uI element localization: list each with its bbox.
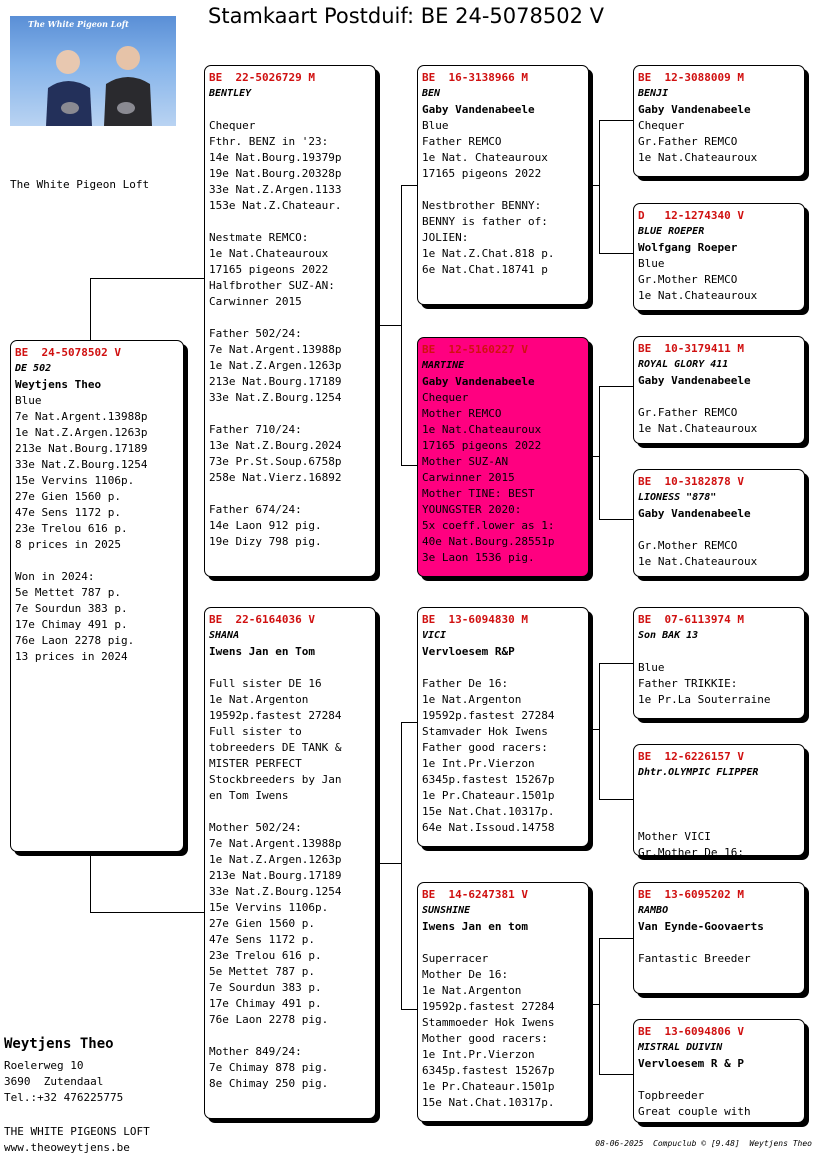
ring-number: BE 22-6164036 V — [209, 613, 315, 626]
connector — [599, 386, 600, 519]
card-line: 17165 pigeons 2022 — [209, 263, 329, 276]
card-line — [209, 486, 371, 502]
pigeon-card-fff[interactable] — [633, 65, 805, 177]
ring-number: BE 12-6226157 V — [638, 750, 744, 763]
pigeon-card-fmm[interactable] — [633, 469, 805, 577]
card-line: Fthr. BENZ in '23: — [209, 135, 329, 148]
connector — [376, 325, 401, 326]
breeder-name — [638, 644, 800, 660]
photo-caption: The White Pigeon Loft — [28, 19, 129, 29]
connector — [90, 912, 204, 913]
card-line: Mother VICI — [638, 830, 711, 843]
card-line — [209, 310, 371, 326]
card-line: 1e Nat.Chateauroux — [422, 423, 542, 436]
card-line: 15e Vervins 1106p. — [209, 901, 329, 914]
card-line: 27e Gien 1560 p. — [209, 917, 315, 930]
card-line — [209, 660, 371, 676]
connector — [376, 863, 401, 864]
card-line: 47e Sens 1172 p. — [15, 506, 121, 519]
card-line: 1e Nat.Argenton — [422, 693, 522, 706]
card-line: tobreeders DE TANK & — [209, 741, 342, 754]
card-line: Topbreeder — [638, 1089, 705, 1102]
card-line: 47e Sens 1172 p. — [209, 933, 315, 946]
pigeon-card-mother-father[interactable] — [417, 607, 589, 847]
breeder-name: Van Eynde-Goovaerts — [638, 920, 764, 933]
card-line — [638, 522, 800, 538]
card-line: Full sister DE 16 — [209, 677, 322, 690]
card-line: BENNY is father of: — [422, 215, 548, 228]
card-line: Blue — [15, 394, 42, 407]
ring-number: BE 14-6247381 V — [422, 888, 528, 901]
card-line: Nestbrother BENNY: — [422, 199, 542, 212]
card-line — [209, 1028, 371, 1044]
card-line: 1e Nat.Chateauroux — [638, 555, 758, 568]
breeder-name: Gaby Vandenabeele — [422, 375, 535, 388]
card-line: 64e Nat.Issoud.14758 — [422, 821, 555, 834]
card-line: 8 prices in 2025 — [15, 538, 121, 551]
pigeon-name: ROYAL GLORY 411 — [638, 359, 729, 370]
card-line: 1e Nat.Z.Argen.1263p — [15, 426, 148, 439]
card-line: MISTER PERFECT — [209, 757, 302, 770]
card-line: 1e Pr.La Souterraine — [638, 693, 771, 706]
pigeon-name: BLUE ROEPER — [638, 226, 705, 237]
card-line: en Tom Iwens — [209, 789, 289, 802]
card-line: Father 674/24: — [209, 503, 302, 516]
card-line: 19592p.fastest 27284 — [422, 709, 555, 722]
pigeon-name: MARTINE — [422, 360, 465, 371]
card-line: 5e Mettet 787 p. — [15, 586, 121, 599]
card-line: 7e Nat.Argent.13988p — [209, 343, 342, 356]
card-line: Blue — [638, 661, 665, 674]
card-line: 1e Nat.Chateauroux — [638, 289, 758, 302]
ring-number: BE 12-5160227 V — [422, 343, 528, 356]
card-line — [638, 797, 800, 813]
card-line: 1e Nat.Chateauroux — [209, 247, 329, 260]
card-line: 13e Nat.Z.Bourg.2024 — [209, 439, 342, 452]
card-line: 1e Int.Pr.Vierzon — [422, 757, 535, 770]
pigeon-name: LIONESS "878" — [638, 492, 717, 503]
connector — [401, 722, 402, 1009]
breeder-name: Gaby Vandenabeele — [638, 507, 751, 520]
card-line: Won in 2024: — [15, 570, 95, 583]
connector — [589, 1004, 599, 1005]
card-line: Fantastic Breeder — [638, 952, 751, 965]
card-line: 5e Mettet 787 p. — [209, 965, 315, 978]
card-line: Father REMCO — [422, 135, 502, 148]
card-line: Mother REMCO — [422, 407, 502, 420]
connector — [599, 799, 633, 800]
breeder-name: Weytjens Theo — [15, 378, 102, 391]
connector — [401, 185, 417, 186]
card-line: 17e Chimay 491 p. — [15, 618, 128, 631]
ring-number: BE 24-5078502 V — [15, 346, 121, 359]
breeder-name: Gaby Vandenabeele — [638, 103, 751, 116]
pigeon-name: BENTLEY — [209, 88, 252, 99]
ring-number: BE 10-3182878 V — [638, 475, 744, 488]
card-line: Superracer — [422, 952, 489, 965]
connector — [589, 185, 599, 186]
connector — [90, 278, 91, 340]
pigeon-name: DE 502 — [15, 363, 52, 374]
card-line: 19e Nat.Bourg.20328p — [209, 167, 342, 180]
footer-loft-name: THE WHITE PIGEONS LOFT — [4, 1125, 150, 1138]
card-line: 7e Chimay 878 pig. — [209, 1061, 329, 1074]
card-line: Father De 16: — [422, 677, 509, 690]
connector — [90, 278, 204, 279]
card-line: Halfbrother SUZ-AN: — [209, 279, 335, 292]
card-line: 19e Dizy 798 pig. — [209, 535, 322, 548]
ring-number: BE 07-6113974 M — [638, 613, 744, 626]
connector — [599, 938, 633, 939]
card-line: 23e Trelou 616 p. — [15, 522, 128, 535]
card-line: 33e Nat.Z.Bourg.1254 — [15, 458, 148, 471]
card-line: 17165 pigeons 2022 — [422, 439, 542, 452]
card-line: Stamvader Hok Iwens — [422, 725, 548, 738]
card-line: Mother TINE: BEST — [422, 487, 535, 500]
breeder-name: Iwens Jan en Tom — [209, 645, 315, 658]
owner-city: 3690 Zutendaal — [4, 1075, 104, 1088]
card-line — [209, 406, 371, 422]
connector — [599, 120, 633, 121]
ring-number: BE 13-6094830 M — [422, 613, 528, 626]
card-line: 6345p.fastest 15267p — [422, 1064, 555, 1077]
pigeon-card-father-father[interactable] — [417, 65, 589, 305]
card-line: 5x coeff.lower as 1: — [422, 519, 555, 532]
connector — [401, 722, 417, 723]
card-line — [422, 935, 584, 951]
pigeon-card-mother[interactable] — [204, 607, 376, 1119]
breeder-name: Vervloesem R&P — [422, 645, 515, 658]
connector — [401, 185, 402, 465]
owner-address: Roelerweg 10 — [4, 1059, 84, 1072]
card-line — [422, 660, 584, 676]
owner-phone: Tel.:+32 476225775 — [4, 1091, 124, 1104]
card-line: 7e Sourdun 383 p. — [209, 981, 322, 994]
card-line: Blue — [422, 119, 449, 132]
footer — [4, 1124, 150, 1156]
card-line: 1e Pr.Chateaur.1501p — [422, 1080, 555, 1093]
card-line: 14e Nat.Bourg.19379p — [209, 151, 342, 164]
pigeon-name: MISTRAL DUIVIN — [638, 1042, 723, 1053]
card-line: Stammoeder Hok Iwens — [422, 1016, 555, 1029]
card-line: 213e Nat.Bourg.17189 — [15, 442, 148, 455]
breeder-name: Gaby Vandenabeele — [638, 374, 751, 387]
card-line: 258e Nat.Vierz.16892 — [209, 471, 342, 484]
card-line: 213e Nat.Bourg.17189 — [209, 869, 342, 882]
card-line: 15e Nat.Chat.10317p. — [422, 805, 555, 818]
card-line: 33e Nat.Z.Argen.1133 — [209, 183, 342, 196]
connector — [90, 850, 91, 912]
card-line: 14e Laon 912 pig. — [209, 519, 322, 532]
card-line: JOLIEN: — [422, 231, 469, 244]
card-line: Nestmate REMCO: — [209, 231, 309, 244]
breeder-name — [638, 781, 800, 797]
card-line: Chequer — [209, 119, 256, 132]
card-line: 6345p.fastest 15267p — [422, 773, 555, 786]
card-line: Mother De 16: — [422, 968, 509, 981]
breeder-name: Wolfgang Roeper — [638, 241, 738, 254]
ring-number: BE 13-6095202 M — [638, 888, 744, 901]
card-line: 1e Nat.Chateauroux — [638, 422, 758, 435]
connector — [401, 1009, 417, 1010]
ring-number: D 12-1274340 V — [638, 209, 744, 222]
card-line: 213e Nat.Bourg.17189 — [209, 375, 342, 388]
pigeon-card-mff[interactable] — [633, 607, 805, 719]
breeder-name: Iwens Jan en tom — [422, 920, 528, 933]
card-line: Gr.Father REMCO — [638, 135, 738, 148]
card-line: Blue — [638, 257, 665, 270]
card-line: Great couple with — [638, 1105, 751, 1118]
card-line: 23e Trelou 616 p. — [209, 949, 322, 962]
card-line: 76e Laon 2278 pig. — [209, 1013, 329, 1026]
owner-info — [4, 1036, 123, 1106]
card-line — [209, 804, 371, 820]
print-stamp: 08-06-2025 Compuclub © [9.48] Weytjens Theo — [595, 1139, 812, 1148]
connector — [599, 663, 633, 664]
connector — [599, 519, 633, 520]
card-line: Gr.Father REMCO — [638, 406, 738, 419]
card-line — [209, 214, 371, 230]
card-line — [638, 1072, 800, 1088]
card-line — [638, 935, 800, 951]
card-line: Mother 849/24: — [209, 1045, 302, 1058]
card-line: 17e Chimay 491 p. — [209, 997, 322, 1010]
card-line: Father 710/24: — [209, 423, 302, 436]
pigeon-name: Son BAK 13 — [638, 630, 699, 641]
card-line: 1e Pr.Chateaur.1501p — [422, 789, 555, 802]
card-line: 1e Nat.Argenton — [422, 984, 522, 997]
card-line: 17165 pigeons 2022 — [422, 167, 542, 180]
footer-website[interactable]: www.theoweytjens.be — [4, 1141, 130, 1154]
pigeon-card-mmf[interactable] — [633, 882, 805, 994]
card-line: Father good racers: — [422, 741, 548, 754]
card-line: Father 502/24: — [209, 327, 302, 340]
connector — [599, 120, 600, 253]
card-line: 19592p.fastest 27284 — [209, 709, 342, 722]
pigeon-name: RAMBO — [638, 905, 669, 916]
card-line: 1e Int.Pr.Vierzon — [422, 1048, 535, 1061]
card-line: 40e Nat.Bourg.28551p — [422, 535, 555, 548]
connector — [599, 663, 600, 799]
card-line: Mother 502/24: — [209, 821, 302, 834]
card-line: 6e Nat.Chat.18741 p — [422, 263, 548, 276]
connector — [589, 456, 599, 457]
card-line: 8e Chimay 250 pig. — [209, 1077, 329, 1090]
pigeon-name: BEN — [422, 88, 441, 99]
page-title: Stamkaart Postduif: BE 24-5078502 V — [208, 4, 604, 28]
pigeon-name: SHANA — [209, 630, 240, 641]
loft-photo — [10, 16, 176, 126]
card-line: Stockbreeders by Jan — [209, 773, 342, 786]
ring-number: BE 13-6094806 V — [638, 1025, 744, 1038]
pigeon-name: BENJI — [638, 88, 669, 99]
card-line: 13 prices in 2024 — [15, 650, 128, 663]
card-line: Mother good racers: — [422, 1032, 548, 1045]
card-line: Gr.Mother REMCO — [638, 539, 738, 552]
pigeon-card-fmf[interactable] — [633, 336, 805, 444]
card-line: Carwinner 2015 — [422, 471, 515, 484]
card-line: Chequer — [422, 391, 469, 404]
card-line — [638, 389, 800, 405]
card-line: 3e Laon 1536 pig. — [422, 551, 535, 564]
breeder-name: Vervloesem R & P — [638, 1057, 744, 1070]
pigeon-card-mfm[interactable] — [633, 744, 805, 856]
connector — [401, 465, 417, 466]
card-line: 1e Nat.Z.Chat.818 p. — [422, 247, 555, 260]
ring-number: BE 12-3088009 M — [638, 71, 744, 84]
connector — [599, 938, 600, 1074]
card-line: 15e Vervins 1106p. — [15, 474, 135, 487]
card-line: Full sister to — [209, 725, 302, 738]
card-line: 7e Nat.Argent.13988p — [209, 837, 342, 850]
pigeon-card-mother-mother[interactable] — [417, 882, 589, 1122]
pigeon-name: Dhtr.OLYMPIC FLIPPER — [638, 767, 759, 778]
card-line — [15, 553, 179, 569]
breeder-name — [209, 102, 371, 118]
card-line: 76e Laon 2278 pig. — [15, 634, 135, 647]
pigeon-card-main[interactable] — [10, 340, 184, 852]
card-line — [422, 182, 584, 198]
card-line: Chequer — [638, 119, 685, 132]
card-line: 1e Nat.Argenton — [209, 693, 309, 706]
card-line: Mother SUZ-AN — [422, 455, 509, 468]
card-line: 33e Nat.Z.Bourg.1254 — [209, 885, 342, 898]
ring-number: BE 10-3179411 M — [638, 342, 744, 355]
ring-number: BE 16-3138966 M — [422, 71, 528, 84]
pigeon-name: VICI — [422, 630, 447, 641]
connector — [599, 386, 633, 387]
card-line: 153e Nat.Z.Chateaur. — [209, 199, 342, 212]
card-line: 27e Gien 1560 p. — [15, 490, 121, 503]
card-line: YOUNGSTER 2020: — [422, 503, 522, 516]
card-line: Father TRIKKIE: — [638, 677, 738, 690]
card-line: 7e Nat.Argent.13988p — [15, 410, 148, 423]
card-line: Carwinner 2015 — [209, 295, 302, 308]
breeder-name: Gaby Vandenabeele — [422, 103, 535, 116]
card-line: Gr.Mother De 16: — [638, 846, 744, 856]
card-line: Gr.Mother REMCO — [638, 273, 738, 286]
loft-label: The White Pigeon Loft — [10, 178, 150, 191]
pigeon-card-ffm[interactable] — [633, 203, 805, 311]
card-line: 1e Nat.Z.Argen.1263p — [209, 359, 342, 372]
owners-photo-image — [10, 16, 176, 126]
pigeon-card-father[interactable] — [204, 65, 376, 577]
card-line: 7e Sourdun 383 p. — [15, 602, 128, 615]
card-line: 19592p.fastest 27284 — [422, 1000, 555, 1013]
card-line: 73e Pr.St.Soup.6758p — [209, 455, 342, 468]
pigeon-card-father-mother[interactable] — [417, 337, 589, 577]
card-line: 1e Nat. Chateauroux — [422, 151, 548, 164]
connector — [599, 253, 633, 254]
card-line — [638, 813, 800, 829]
card-line: 1e Nat.Z.Argen.1263p — [209, 853, 342, 866]
owner-name: Weytjens Theo — [4, 1036, 114, 1052]
ring-number: BE 22-5026729 M — [209, 71, 315, 84]
card-line: 15e Nat.Chat.10317p. — [422, 1096, 555, 1109]
card-line: 33e Nat.Z.Bourg.1254 — [209, 391, 342, 404]
pigeon-card-mmm[interactable] — [633, 1019, 805, 1123]
pigeon-name: SUNSHINE — [422, 905, 471, 916]
connector — [599, 1074, 633, 1075]
connector — [589, 729, 599, 730]
card-line: 1e Nat.Chateauroux — [638, 151, 758, 164]
